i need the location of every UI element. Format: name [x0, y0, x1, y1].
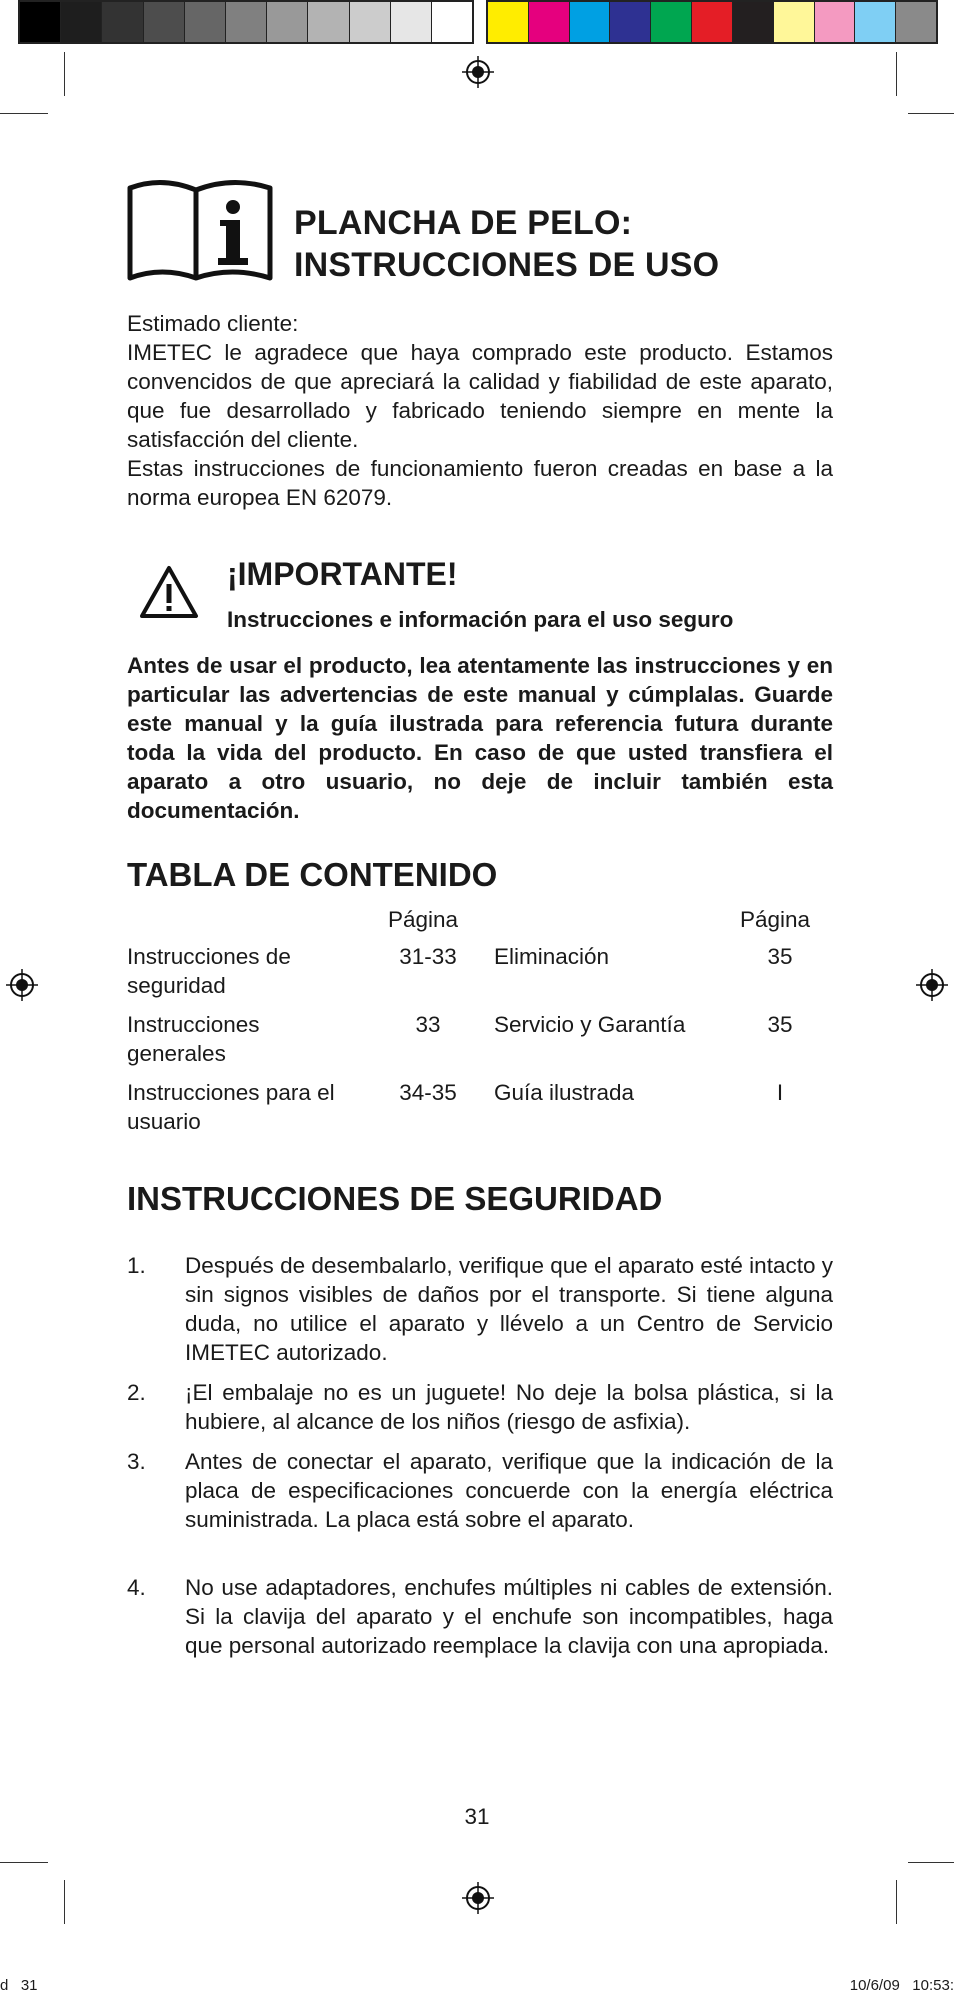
footer-right: 10/6/09 10:53: [849, 1977, 954, 1994]
crop-mark [64, 1880, 65, 1924]
info-manual-icon [126, 174, 274, 282]
list-item-text: Antes de conectar el aparato, verifique que la indicación de la placa de especificaciones concuerde con la energía eléctrica suministrada. La placa está sobre el aparato. [185, 1449, 833, 1532]
toc-left-page: 34-35 [399, 1080, 457, 1105]
color-swatch [570, 2, 611, 42]
list-item-text: ¡El embalaje no es un juguete! No deje la bolsa plástica, si la hubiere, al alcance de los niños (riesgo de asfixia). [185, 1380, 833, 1434]
intro-paragraph-2: Estas instrucciones de funcionamiento fueron creadas en base a la norma europea EN 62079. [127, 456, 833, 510]
crop-mark [896, 1880, 897, 1924]
registration-mark-icon [462, 56, 494, 88]
toc-left-label: Instrucciones generales [127, 1012, 260, 1066]
toc-right-label: Servicio y Garantía [494, 1012, 686, 1037]
toc-right-page: 35 [767, 1012, 793, 1037]
color-bar [486, 0, 938, 44]
warning-triangle-icon [138, 564, 200, 620]
toc-right-page: I [776, 1080, 784, 1105]
page-number: 31 [464, 1804, 490, 1829]
color-swatch [432, 2, 472, 42]
crop-mark [64, 52, 65, 96]
color-swatch [308, 2, 349, 42]
crop-mark [0, 1862, 48, 1863]
footer-left: d 31 [0, 1977, 38, 1994]
intro-section [127, 309, 833, 512]
toc-left-label: Instrucciones para el usuario [127, 1080, 335, 1134]
color-swatch [488, 2, 529, 42]
important-text: Antes de usar el producto, lea atentamente las instrucciones y en particular las advertencias de este manual y cúmplalas. Guarde este manual y la guía ilustrada para referencia futura durante toda la vida del producto. En caso de que usted transfiera el aparato a otro usuario, no deje de incluir también esta documentación. [127, 653, 833, 823]
safety-title: INSTRUCCIONES DE SEGURIDAD [127, 1180, 663, 1217]
crop-mark [908, 113, 954, 114]
color-swatch [102, 2, 143, 42]
color-swatch [350, 2, 391, 42]
toc-page-header-right: Página [740, 907, 811, 932]
crop-mark [0, 113, 48, 114]
toc-left-label: Instrucciones de seguridad [127, 944, 291, 998]
color-swatch [855, 2, 896, 42]
registration-mark-icon [462, 1882, 494, 1914]
list-item-text: Después de desembalarlo, verifique que el aparato esté intacto y sin signos visibles de daños por el transporte. Si tiene alguna duda, no utilice el aparato y llévelo a un Centro de Servicio IMETEC autorizado. [185, 1253, 833, 1365]
title-line-1: PLANCHA DE PELO: [294, 204, 633, 242]
list-item-number: 2. [127, 1380, 146, 1405]
toc-title: TABLA DE CONTENIDO [127, 856, 498, 893]
color-swatch [144, 2, 185, 42]
color-swatch [226, 2, 267, 42]
toc-left-page: 31-33 [399, 944, 457, 969]
color-swatch [774, 2, 815, 42]
greeting: Estimado cliente: [127, 311, 299, 336]
color-swatch [529, 2, 570, 42]
list-item-number: 1. [127, 1253, 146, 1278]
list-item-number: 3. [127, 1449, 146, 1474]
list-item-text: No use adaptadores, enchufes múltiples ni cables de extensión. Si la clavija del aparato y el enchufe son incompatibles, haga que personal autorizado reemplace la clavija con una apropiada. [185, 1575, 833, 1658]
color-swatch [896, 2, 936, 42]
intro-paragraph-1: IMETEC le agradece que haya comprado este producto. Estamos convencidos de que apreciará la calidad y fiabilidad de este aparato, que fue desarrollado y fabricado teniendo siempre en mente la satisfacción del cliente. [127, 340, 833, 452]
toc-right-page: 35 [767, 944, 793, 969]
page-title [294, 202, 854, 286]
color-swatch [815, 2, 856, 42]
toc-right-label: Eliminación [494, 944, 610, 969]
registration-mark-icon [916, 969, 948, 1001]
important-title: ¡IMPORTANTE! [227, 556, 458, 592]
color-swatch [61, 2, 102, 42]
toc-page-header-left: Página [388, 907, 459, 932]
title-line-2: INSTRUCCIONES DE USO [294, 246, 720, 284]
color-swatch [651, 2, 692, 42]
important-subtitle: Instrucciones e información para el uso seguro [227, 607, 734, 632]
list-item-number: 4. [127, 1575, 146, 1600]
color-swatch [20, 2, 61, 42]
color-swatch [185, 2, 226, 42]
color-swatch [692, 2, 733, 42]
crop-mark [908, 1862, 954, 1863]
toc-left-page: 33 [415, 1012, 441, 1037]
color-swatch [733, 2, 774, 42]
color-swatch [391, 2, 432, 42]
grayscale-bar [18, 0, 474, 44]
registration-mark-icon [6, 969, 38, 1001]
color-swatch [610, 2, 651, 42]
crop-mark [896, 52, 897, 96]
toc-right-label: Guía ilustrada [494, 1080, 635, 1105]
color-swatch [267, 2, 308, 42]
